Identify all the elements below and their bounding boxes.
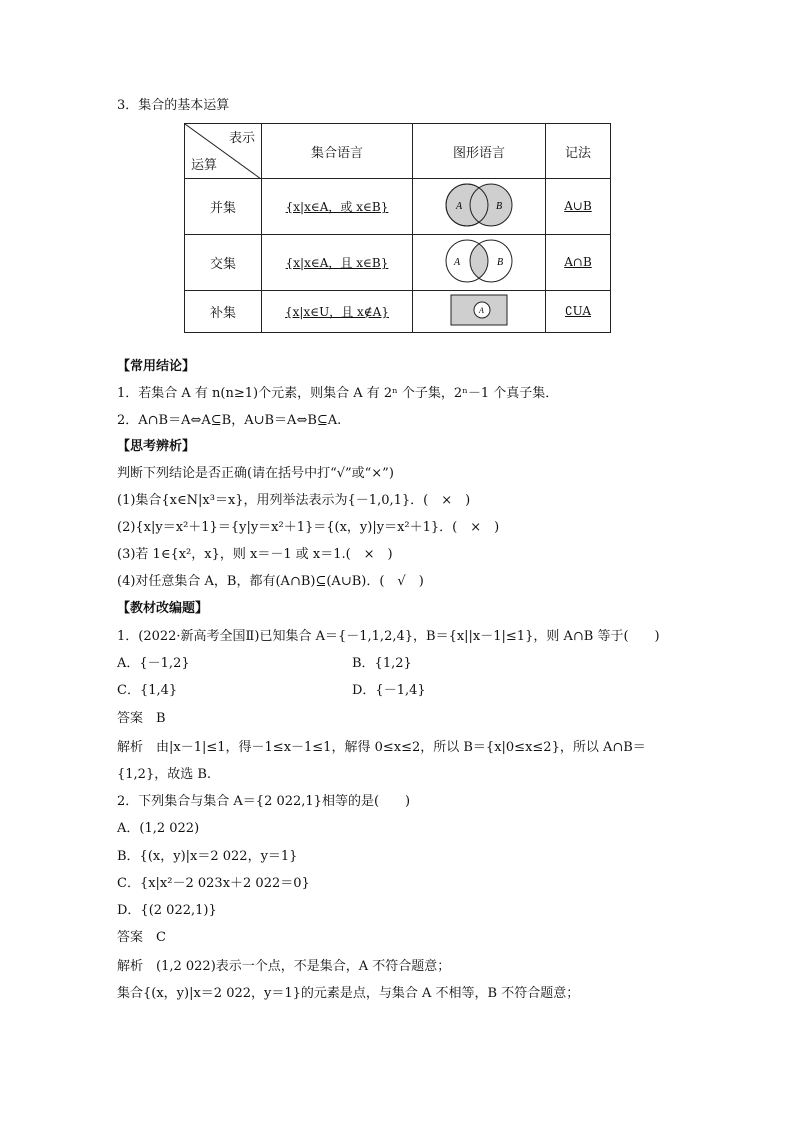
q2-option-b: B．{(x，y)|x＝2 022，y＝1} <box>117 849 298 864</box>
op-intersection: 交集 <box>185 235 262 291</box>
table-row <box>185 235 611 291</box>
think-item-4: (4)对任意集合 A，B，都有(A∩B)⊆(A∪B)．( √ ) <box>117 574 424 589</box>
think-heading: 【思考辨析】 <box>117 439 196 454</box>
table-row <box>185 179 611 235</box>
corner-top-label: 表示 <box>228 131 255 146</box>
table-row <box>185 291 611 333</box>
q1-analysis-2: {1,2}，故选 B. <box>117 767 212 782</box>
q2-answer: 答案 C <box>117 930 166 945</box>
q2-option-d: D．{(2 022,1)} <box>117 903 217 918</box>
venn-union <box>413 179 546 235</box>
q1-stem: 1．(2022·新高考全国Ⅱ)已知集合 A＝{－1,1,2,4}，B＝{x||x－1|≤1}，则 A∩B 等于( ) <box>117 629 660 644</box>
corner-bottom-label: 运算 <box>191 158 218 173</box>
q2-analysis-2: 集合{(x，y)|x＝2 022，y＝1}的元素是点，与集合 A 不相等，B 不符合题意； <box>117 986 580 1001</box>
set-operations-table <box>184 123 611 333</box>
corner-cell <box>185 124 262 179</box>
venn-intersection <box>413 235 546 291</box>
textbook-heading: 【教材改编题】 <box>117 601 209 616</box>
venn-label-b: B <box>497 256 504 268</box>
op-union: 并集 <box>185 179 262 235</box>
q2-stem: 2．下列集合与集合 A＝{2 022,1}相等的是( ) <box>117 794 411 809</box>
notation-union: A∪B <box>564 199 592 213</box>
venn-label-a: A <box>456 200 463 212</box>
think-item-3: (3)若 1∈{x²，x}，则 x＝－1 或 x＝1.( × ) <box>117 547 393 562</box>
venn-union-diagram <box>439 180 519 230</box>
header-graph-language: 图形语言 <box>413 124 546 179</box>
q1-analysis-1: 解析 由|x－1|≤1，得－1≤x－1≤1，解得 0≤x≤2，所以 B＝{x|0≤x≤2}，所以 A∩B＝ <box>117 740 646 755</box>
q1-option-d: D．{－1,4} <box>352 683 426 698</box>
venn-label-a: A <box>454 256 461 268</box>
common-item-2: 2．A∩B＝A⇔A⊆B，A∪B＝A⇔B⊆A. <box>117 413 342 428</box>
q2-option-c: C．{x|x²－2 023x＋2 022＝0} <box>117 876 310 891</box>
think-intro: 判断下列结论是否正确(请在括号中打“√”或“×”) <box>117 466 394 481</box>
common-heading: 【常用结论】 <box>117 359 196 374</box>
header-notation: 记法 <box>546 124 611 179</box>
notation-complement: ∁UA <box>564 304 592 318</box>
q2-analysis-1: 解析 (1,2 022)表示一个点，不是集合，A 不符合题意； <box>117 959 451 974</box>
header-set-language: 集合语言 <box>262 124 413 179</box>
venn-label-b: B <box>496 200 503 212</box>
op-complement: 补集 <box>185 291 262 333</box>
venn-intersection-diagram <box>439 236 519 286</box>
venn-complement <box>413 291 546 333</box>
think-item-2: (2){x|y＝x²＋1}＝{y|y＝x²＋1}＝{(x，y)|y＝x²＋1}．( × ) <box>117 520 500 535</box>
set-lang-union: {x|x∈A，或 x∈B} <box>285 200 389 214</box>
venn-complement-diagram <box>449 293 509 327</box>
section-title: 3．集合的基本运算 <box>117 98 230 113</box>
venn-label-a: A <box>479 305 484 315</box>
q1-option-a: A．{－1,2} <box>117 656 190 671</box>
common-item-1: 1．若集合 A 有 n(n≥1)个元素，则集合 A 有 2ⁿ 个子集，2ⁿ－1 个真子集． <box>117 386 559 401</box>
q2-option-a: A．(1,2 022) <box>117 821 200 836</box>
notation-intersection: A∩B <box>564 255 592 269</box>
set-lang-complement: {x|x∈U，且 x∉A} <box>285 305 389 319</box>
think-item-1: (1)集合{x∈N|x³＝x}，用列举法表示为{－1,0,1}．( × ) <box>117 493 471 508</box>
q1-option-c: C．{1,4} <box>117 683 178 698</box>
q1-answer: 答案 B <box>117 711 166 726</box>
q1-option-b: B．{1,2} <box>352 656 412 671</box>
set-lang-intersection: {x|x∈A，且 x∈B} <box>285 256 389 270</box>
